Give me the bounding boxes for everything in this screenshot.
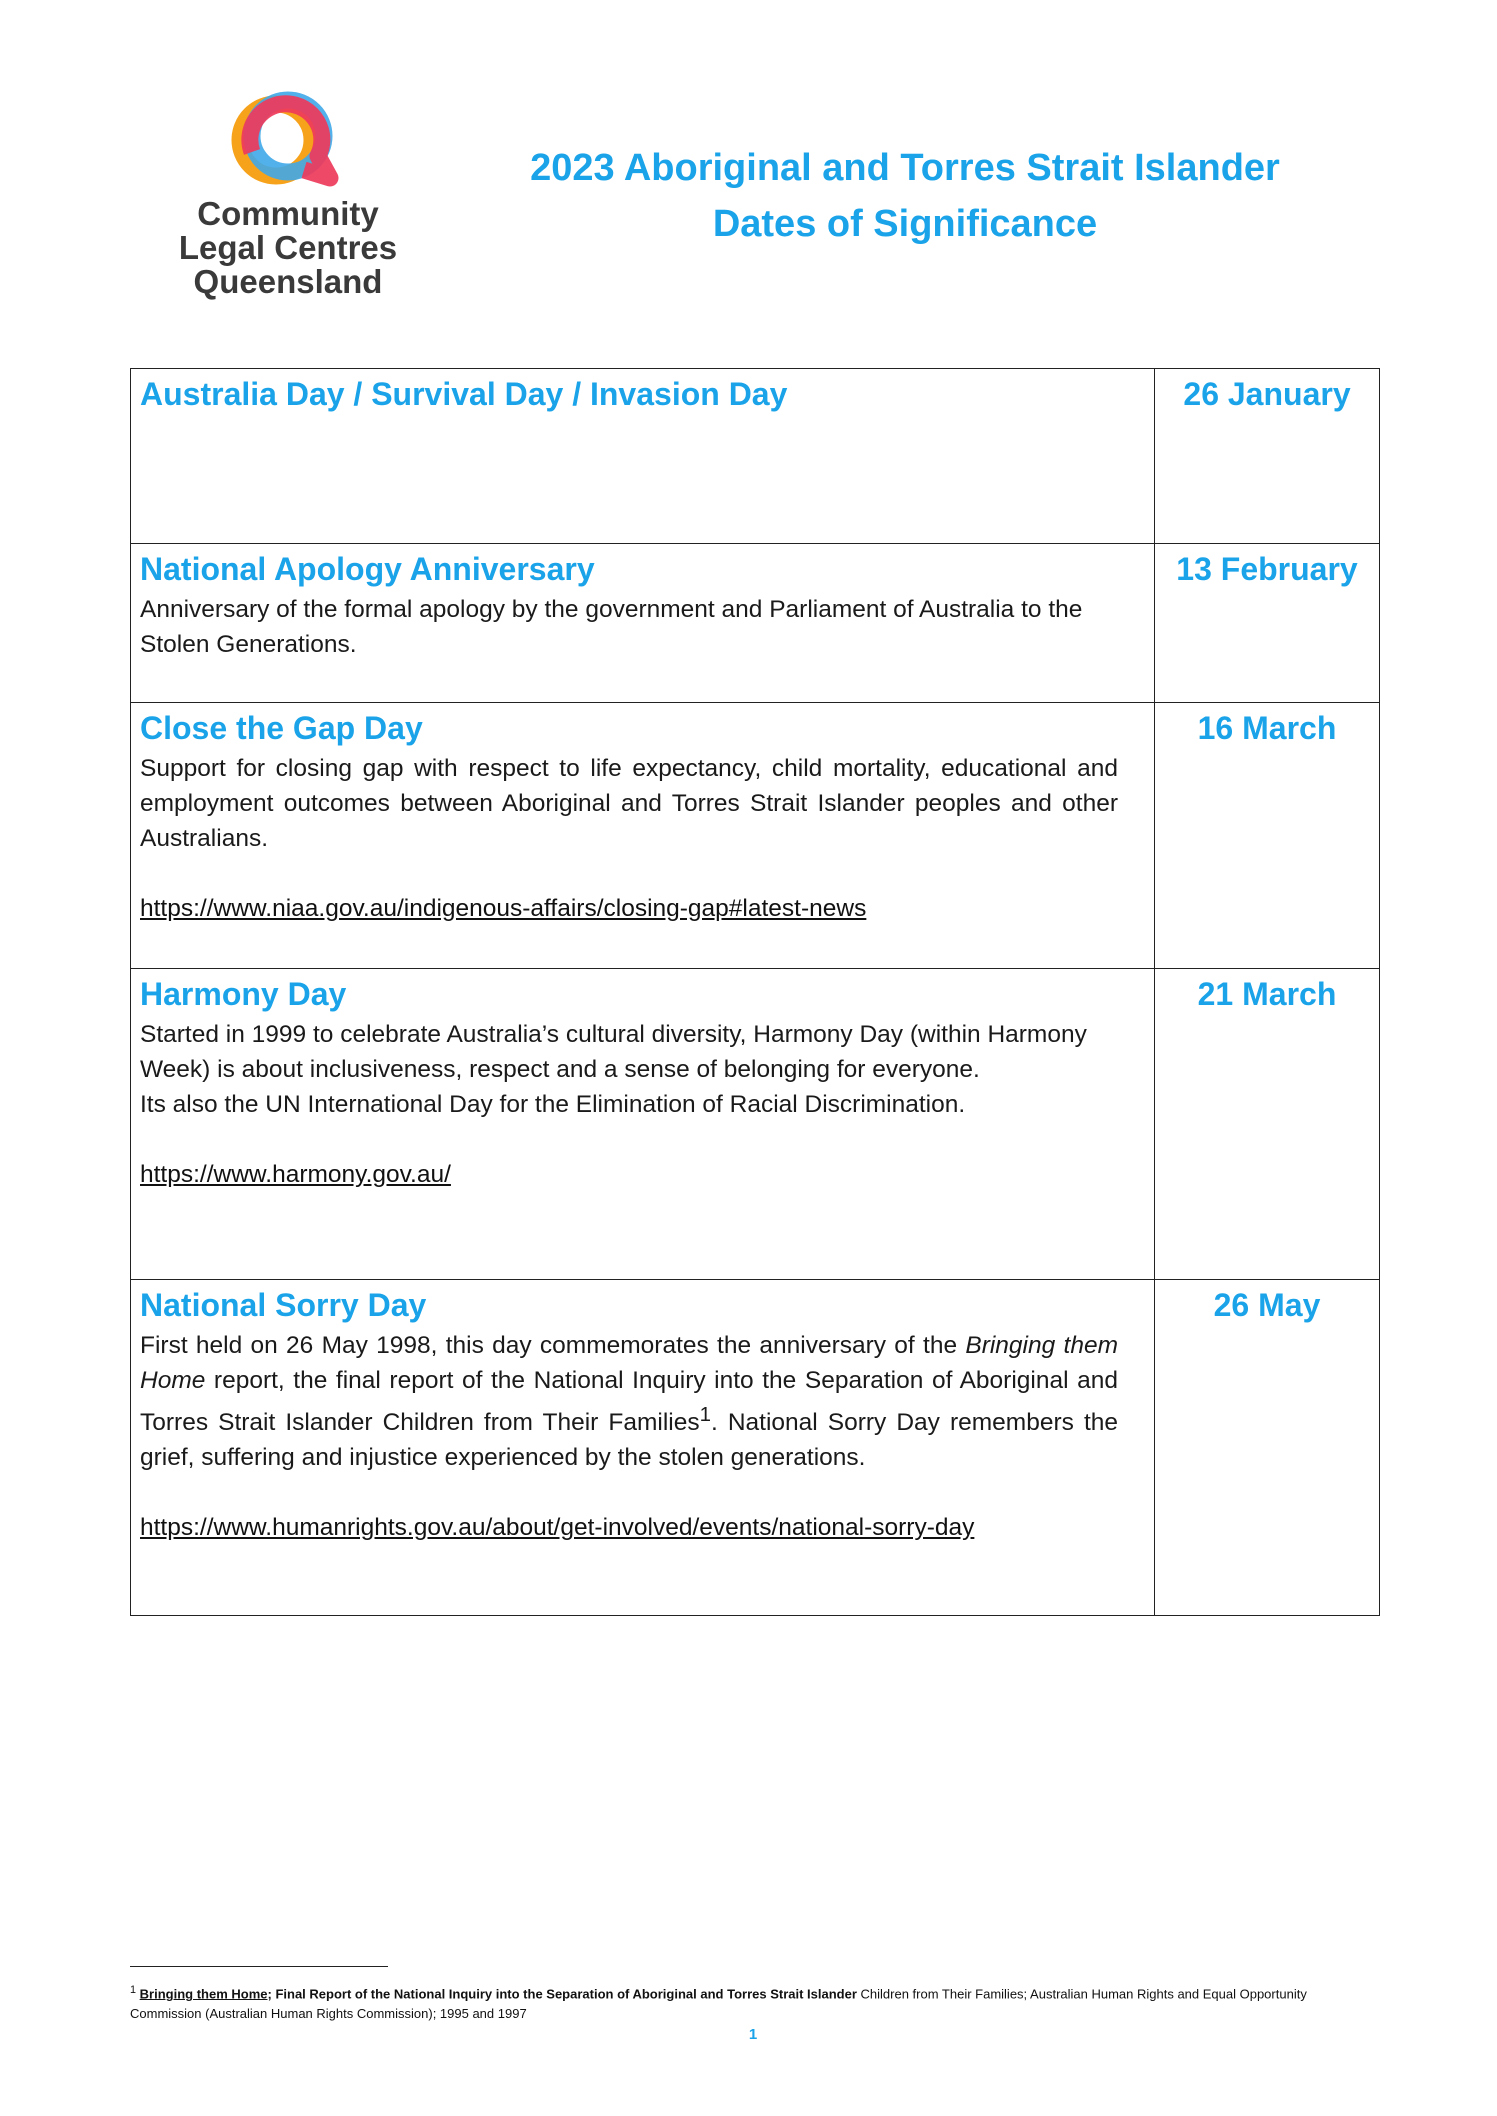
event-description-extra: Its also the UN International Day for the Elimination of Racial Discrimination. (140, 1091, 966, 1118)
event-description: Started in 1999 to celebrate Australia’s cultural diversity, Harmony Day (within Harmony Week) is about inclusiveness, respect and a sense of belonging for everyone. (140, 1021, 1087, 1083)
date-cell (1155, 369, 1380, 544)
table-row (131, 969, 1380, 1280)
footnote-marker: 1 (699, 1404, 711, 1426)
footnote-title: Bringing them Home (139, 1986, 268, 2002)
description-part: report, the final report of the National Inquiry into the Separation of Aboriginal and Torres Strait Islander Children from Their Families (140, 1367, 1118, 1437)
page-number: 1 (748, 2026, 758, 2043)
footnote-bold-text: Final Report of the National Inquiry into the Separation of Aboriginal and Torres Strait Islander (271, 1986, 857, 2002)
event-cell (131, 703, 1155, 969)
title-line-1: 2023 Aboriginal and Torres Strait Islander (530, 147, 1280, 189)
date-cell (1155, 703, 1380, 969)
event-name: Australia Day / Survival Day / Invasion Day (140, 376, 788, 412)
event-date: 26 January (1183, 376, 1351, 412)
speech-bubble-ring-logo-icon (226, 90, 346, 190)
event-link[interactable]: https://www.niaa.gov.au/indigenous-affairs/closing-gap#latest-news (140, 895, 867, 922)
table-row (131, 1280, 1380, 1616)
event-cell (131, 969, 1155, 1280)
event-cell (131, 369, 1155, 544)
event-description (140, 1328, 1118, 1475)
event-name: Close the Gap Day (140, 710, 423, 746)
logo (168, 90, 408, 315)
footnote (130, 1980, 1380, 2024)
table-row (131, 544, 1380, 703)
footnote-number: 1 (130, 1984, 137, 1996)
table-row (131, 703, 1380, 969)
title-line-2: Dates of Significance (712, 203, 1098, 245)
page-title (470, 140, 1340, 252)
date-cell (1155, 544, 1380, 703)
logo-line: Community (197, 195, 379, 232)
event-date: 26 May (1213, 1287, 1321, 1323)
footnote-text: Children from Their Families; Australian Human Rights and Equal Opportunity Commission (Australian Human Rights Commission); 1995 and 1997 (130, 1986, 1307, 2022)
event-name: Harmony Day (140, 976, 347, 1012)
table-row (131, 369, 1380, 544)
report-title: Bringing them Home (140, 1332, 1118, 1394)
logo-line: Legal Centres (178, 229, 398, 266)
description-part: First held on 26 May 1998, this day commemorates the anniversary of the (140, 1332, 966, 1359)
footnote-separator: ; (267, 1986, 272, 2002)
event-date: 16 March (1197, 710, 1337, 746)
event-name: National Apology Anniversary (140, 551, 595, 587)
dates-table (130, 368, 1380, 1616)
date-cell (1155, 969, 1380, 1280)
footnote-divider (130, 1966, 388, 1967)
event-link[interactable]: https://www.harmony.gov.au/ (140, 1161, 451, 1188)
event-date: 21 March (1197, 976, 1337, 1012)
event-cell (131, 544, 1155, 703)
event-name: National Sorry Day (140, 1287, 427, 1323)
event-description: Support for closing gap with respect to life expectancy, child mortality, educational and employment outcomes between Aboriginal and Torres Strait Islander peoples and other Australians. (140, 755, 1118, 852)
date-cell (1155, 1280, 1380, 1616)
event-cell (131, 1280, 1155, 1616)
logo-line: Queensland (193, 263, 383, 300)
logo-wordmark (168, 197, 408, 299)
description-part: . National Sorry Day remembers the grief, suffering and injustice experienced by the stolen generations. (140, 1409, 1118, 1472)
event-date: 13 February (1176, 551, 1358, 587)
event-link[interactable]: https://www.humanrights.gov.au/about/get-involved/events/national-sorry-day (140, 1514, 975, 1542)
event-description: Anniversary of the formal apology by the government and Parliament of Australia to the Stolen Generations. (140, 596, 1083, 658)
